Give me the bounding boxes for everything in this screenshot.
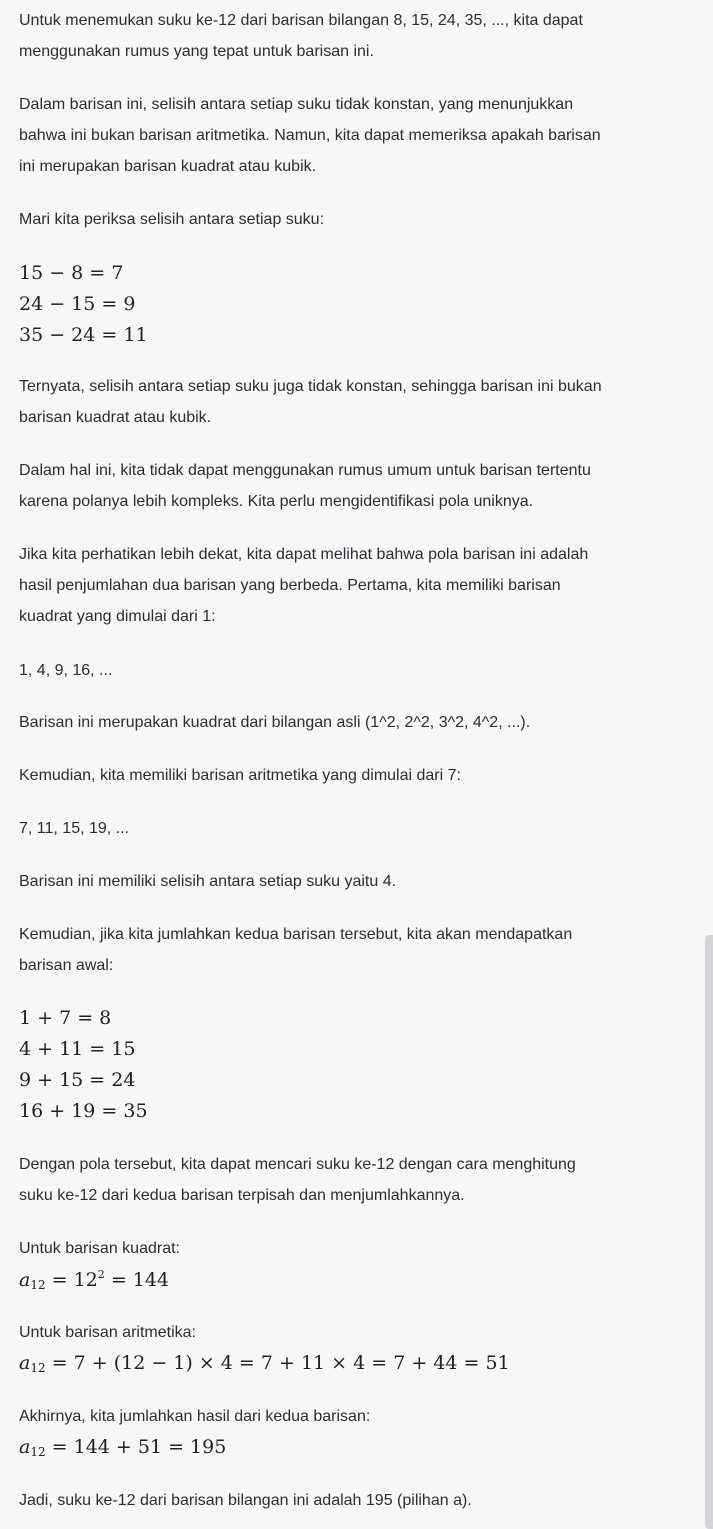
math-sum: 1 + 7 = 8 bbox=[19, 1007, 112, 1029]
math-sum: 16 + 19 = 35 bbox=[19, 1100, 148, 1122]
sequence-squares: 1, 4, 9, 16, ... bbox=[19, 662, 113, 679]
math-sum: 9 + 15 = 24 bbox=[19, 1069, 136, 1091]
paragraph-sum-sequences: Kemudian, jika kita jumlahkan kedua barisan tersebut, kita akan mendapatkan barisan awal: bbox=[19, 926, 573, 974]
paragraph-squares-explained: Barisan ini merupakan kuadrat dari bilangan asli (1^2, 2^2, 3^2, 4^2, ...). bbox=[19, 714, 531, 731]
paragraph-complex-pattern: Dalam hal ini, kita tidak dapat menggunakan rumus umum untuk barisan tertentu karena polanya lebih kompleks. Kita perlu mengidentifikasi pola uniknya. bbox=[19, 462, 591, 510]
paragraph-intro: Untuk menemukan suku ke-12 dari barisan bilangan 8, 15, 24, 35, ..., kita dapat menggunakan rumus yang tepat untuk barisan ini. bbox=[19, 12, 583, 60]
paragraph-not-constant: Ternyata, selisih antara setiap suku juga tidak konstan, sehingga barisan ini bukan barisan kuadrat atau kubik. bbox=[19, 378, 602, 426]
math-difference: 15 − 8 = 7 bbox=[19, 262, 124, 284]
paragraph-check-differences: Mari kita periksa selisih antara setiap suku: bbox=[19, 211, 325, 228]
paragraph-two-sequences: Jika kita perhatikan lebih dekat, kita dapat melihat bahwa pola barisan ini adalah hasil penjumlahan dua barisan yang berbeda. Pertama, kita memiliki barisan kuadrat yang dimulai dari 1: bbox=[19, 546, 589, 625]
label-final-sum: Akhirnya, kita jumlahkan hasil dari kedua barisan: bbox=[19, 1408, 371, 1425]
math-final-term: $a_{12} = 144 + 51 = 195$ bbox=[19, 1436, 227, 1459]
math-difference: 35 − 24 = 11 bbox=[19, 324, 148, 346]
paragraph-difference-four: Barisan ini memiliki selisih antara setiap suku yaitu 4. bbox=[19, 873, 397, 890]
paragraph-arithmetic-intro: Kemudian, kita memiliki barisan aritmetika yang dimulai dari 7: bbox=[19, 767, 461, 784]
math-difference: 24 − 15 = 9 bbox=[19, 293, 136, 315]
math-arithmetic-term: $a_{12} = 7 + (12 - 1) \times 4 = 7 + 11 \times 4 = 7 + 44 = 51$ bbox=[19, 1352, 510, 1375]
paragraph-method: Dengan pola tersebut, kita dapat mencari suku ke-12 dengan cara menghitung suku ke-12 dari kedua barisan terpisah dan menjumlahkannya. bbox=[19, 1156, 576, 1204]
label-square-sequence: Untuk barisan kuadrat: bbox=[19, 1240, 180, 1257]
paragraph-conclusion: Jadi, suku ke-12 dari barisan bilangan ini adalah 195 (pilihan a). bbox=[19, 1492, 472, 1509]
math-sum: 4 + 11 = 15 bbox=[19, 1038, 136, 1060]
sequence-arithmetic: 7, 11, 15, 19, ... bbox=[19, 820, 129, 837]
paragraph-not-arithmetic: Dalam barisan ini, selisih antara setiap suku tidak konstan, yang menunjukkan bahwa ini bukan barisan aritmetika. Namun, kita dapat memeriksa apakah barisan ini merupakan barisan kuadrat atau kubik. bbox=[19, 96, 601, 175]
scrollbar-thumb[interactable] bbox=[705, 935, 713, 1529]
math-square-term: $a_{12} = 12^2 = 144$ bbox=[19, 1268, 170, 1292]
label-arithmetic-sequence: Untuk barisan aritmetika: bbox=[19, 1324, 196, 1341]
